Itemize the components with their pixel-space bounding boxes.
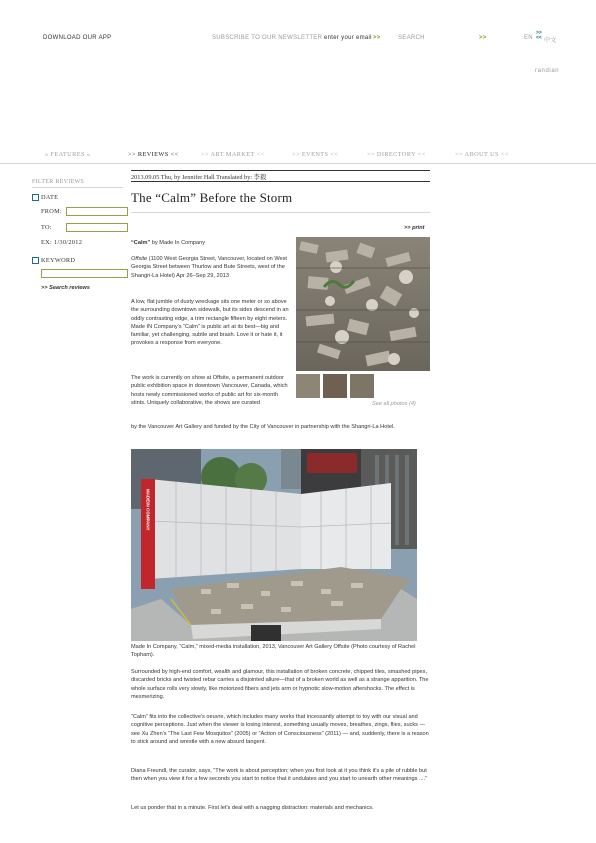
article-venue (131, 255, 291, 280)
rubble-photo[interactable] (296, 237, 430, 371)
see-all-photos-link[interactable]: See all photos (4) (372, 401, 416, 407)
article-paragraph-6: Let us ponder that in a minute. First let's deal with a nagging distraction: materials and mechanics. (131, 805, 374, 811)
photo-caption: Made In Company, “Calm,” mixed-media installation, 2013, Vancouver Art Gallery Offsite (Photo courtesy of Rachel Topham). (131, 644, 416, 659)
download-app-link[interactable]: DOWNLOAD OUR APP (43, 35, 112, 41)
language-arrows-up: >> (536, 30, 542, 36)
language-arrows-down: << (536, 35, 542, 41)
nav-features[interactable]: » FEATURES « (45, 151, 91, 158)
search-input[interactable]: SEARCH (398, 35, 425, 41)
nav-directory[interactable]: >> DIRECTORY << (367, 151, 426, 158)
intro-artist: by Made In Company (150, 240, 206, 246)
date-label: DATE (41, 194, 59, 201)
nav-art-market[interactable]: >> ART MARKET << (201, 151, 265, 158)
venue-details: (1100 West Georgia Street, Vancouver, located on West Georgia Street between Thurlow and Bute Streets, west of the Shangri-La Hotel) Apr 26–Sep 29, 2013 (131, 256, 287, 279)
language-switch-icon[interactable] (536, 31, 542, 41)
sidebar-divider (32, 187, 123, 188)
article-paragraph-2a: The work is currently on show at Offsite, a permanent outdoor public exhibition space in downtown Vancouver, Canada, which hosts newly commissioned works of public art for six-month stints. Uniquely collaborative, the shows are curated (131, 375, 288, 406)
newsletter-email-input[interactable]: enter your email (324, 35, 372, 41)
from-date-field[interactable] (66, 207, 128, 216)
article-meta-rule (131, 181, 430, 182)
print-link[interactable]: >> print (404, 225, 425, 231)
newsletter-submit-button[interactable]: >> (373, 35, 381, 41)
nav-events[interactable]: >> EVENTS << (292, 151, 339, 158)
language-zh-link[interactable]: 中文 (544, 38, 557, 44)
from-label: FROM: (41, 208, 63, 215)
article-title: The “Calm” Before the Storm (131, 190, 293, 205)
search-reviews-link[interactable]: >> Search reviews (41, 285, 90, 291)
language-en-link[interactable]: EN (524, 35, 533, 41)
article-paragraph-1: A low, flat jumble of dusty wreckage sits one meter or so above the surrounding downtown sidewalk, but its sides descend in an oddly contrasting edge, a trim rectangle fifteen by eight meters. Made IN Company's “Calm” is public art at its best—big and familiar, yet challenging, subtle and brash. Love it or hate it, it provokes a response from everyone. (131, 299, 289, 347)
intro-work-title: “Calm” (131, 240, 151, 246)
nav-reviews[interactable]: >> REVIEWS << (128, 151, 179, 158)
rubble-photo-graphic (296, 237, 430, 371)
venue-name: Offsite (131, 256, 148, 262)
to-label: TO: (41, 224, 52, 231)
filter-reviews-heading: FILTER REVIEWS (32, 179, 85, 185)
article-paragraph-4: “Calm” fits into the collective's oeuvre, which includes many works that incessantly attempt to toy with our visual and cognitive perceptions. Just when the viewer is losing interest, something usually moves, breathes, zings, flies, sucks — see Xu Zhen's “The Last Few Mosquitos” (2005) or “Action of Consciousness” (2011) — and, suddenly, there is a reason to stick around and wrestle with a new absurd tangent. (131, 714, 429, 745)
keyword-checkbox[interactable] (32, 257, 39, 264)
article-intro (131, 239, 291, 247)
user-name[interactable]: randian (535, 68, 560, 74)
article-title-rule (131, 212, 430, 213)
photo-thumbnail-2[interactable] (323, 374, 347, 398)
date-checkbox[interactable] (32, 194, 39, 201)
article-top-rule (131, 170, 430, 171)
keyword-label: KEYWORD (41, 257, 76, 264)
banner-text: MADEIN COMPANY (145, 489, 151, 531)
photo-thumbnail-3[interactable] (350, 374, 374, 398)
newsletter-label: SUBSCRIBE TO OUR NEWSLETTER (212, 35, 323, 41)
search-submit-button[interactable]: >> (479, 35, 487, 41)
article-paragraph-2b: by the Vancouver Art Gallery and funded by the City of Vancouver in partnership with the Shangri-La Hotel. (131, 424, 395, 430)
keyword-field[interactable] (41, 269, 128, 278)
nav-about-us[interactable]: >> ABOUT US << (455, 151, 509, 158)
installation-photo-graphic (131, 449, 417, 641)
article-meta: 2013.09.05 Thu, by Jennifer Hall Translated by: 李毅 (131, 174, 267, 181)
to-date-field[interactable] (66, 223, 128, 232)
nav-divider (0, 163, 596, 164)
article-paragraph-3: Surrounded by high-end comfort, wealth and glamour, this installation of broken concrete, chipped tiles, smashed pipes, discarded bricks and twisted rebar carries a disjointed allure—that of a broken world as well as a strange apparition. The whole surface rolls very slowly, like motorized fibers and jets arm or hypnotic slow-motion aftershocks. The effect is mesmerizing. (131, 669, 429, 700)
article-paragraph-5: Diana Freundl, the curator, says, “The work is about perception; when you first look at it you think it's a pile of rubble but then when you view it for a few seconds you start to notice that it undulates and you start to unearth other meanings ....” (131, 768, 428, 783)
date-format-example: EX: 1/30/2012 (41, 239, 83, 246)
photo-thumbnail-1[interactable] (296, 374, 320, 398)
installation-photo[interactable] (131, 449, 417, 641)
